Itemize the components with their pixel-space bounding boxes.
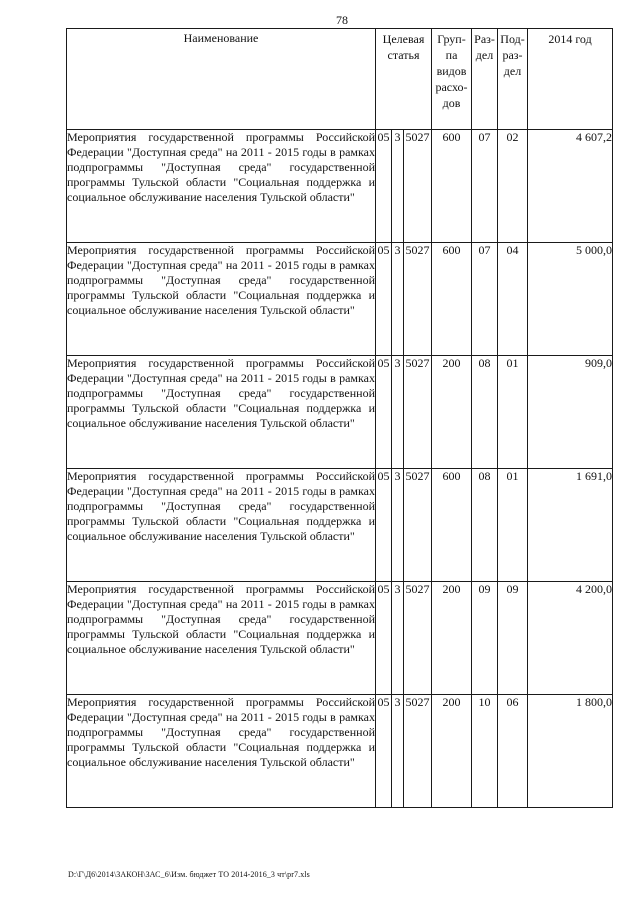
header-target: Целевая статья	[376, 29, 432, 130]
section: 09	[472, 582, 498, 695]
table-row	[67, 356, 613, 469]
expense-group: 600	[432, 243, 472, 356]
header-row	[67, 29, 613, 130]
subsection: 01	[498, 469, 528, 582]
target-part-3: 5027	[404, 243, 432, 356]
target-part-3: 5027	[404, 130, 432, 243]
target-part-2: 3	[392, 130, 404, 243]
target-part-1: 05	[376, 243, 392, 356]
row-name: Мероприятия государственной программы Российской Федерации "Доступная среда" на 2011 - 2015 годы в рамках подпрограммы "Доступная среда" государственной программы Тульской области "Социальная поддержка и социальное обслуживание населения Тульской области"	[67, 130, 376, 243]
section: 07	[472, 130, 498, 243]
section: 08	[472, 469, 498, 582]
amount-2014: 4 200,0	[528, 582, 613, 695]
target-part-1: 05	[376, 356, 392, 469]
row-name: Мероприятия государственной программы Российской Федерации "Доступная среда" на 2011 - 2015 годы в рамках подпрограммы "Доступная среда" государственной программы Тульской области "Социальная поддержка и социальное обслуживание населения Тульской области"	[67, 356, 376, 469]
amount-2014: 1 800,0	[528, 695, 613, 808]
target-part-3: 5027	[404, 469, 432, 582]
subsection: 04	[498, 243, 528, 356]
header-group: Груп-па видов расхо-дов	[432, 29, 472, 130]
table-body	[67, 130, 613, 808]
target-part-2: 3	[392, 582, 404, 695]
subsection: 02	[498, 130, 528, 243]
amount-2014: 1 691,0	[528, 469, 613, 582]
table-row	[67, 243, 613, 356]
section: 08	[472, 356, 498, 469]
subsection: 09	[498, 582, 528, 695]
amount-2014: 4 607,2	[528, 130, 613, 243]
target-part-1: 05	[376, 582, 392, 695]
expense-group: 200	[432, 356, 472, 469]
header-section: Раз-дел	[472, 29, 498, 130]
target-part-2: 3	[392, 695, 404, 808]
header-subsection: Под-раз-дел	[498, 29, 528, 130]
file-path-footer: D:\Г\Д6\2014\ЗАКОН\ЗАС_6\Изм. бюджет ТО 2014-2016_3 чт\pr7.xls	[68, 870, 310, 879]
target-part-1: 05	[376, 469, 392, 582]
section: 07	[472, 243, 498, 356]
budget-table	[66, 28, 613, 808]
header-name: Наименование	[67, 29, 376, 130]
table-row	[67, 695, 613, 808]
header-year: 2014 год	[528, 29, 613, 130]
row-name: Мероприятия государственной программы Российской Федерации "Доступная среда" на 2011 - 2015 годы в рамках подпрограммы "Доступная среда" государственной программы Тульской области "Социальная поддержка и социальное обслуживание населения Тульской области"	[67, 582, 376, 695]
expense-group: 200	[432, 695, 472, 808]
target-part-1: 05	[376, 130, 392, 243]
amount-2014: 909,0	[528, 356, 613, 469]
target-part-1: 05	[376, 695, 392, 808]
row-name: Мероприятия государственной программы Российской Федерации "Доступная среда" на 2011 - 2015 годы в рамках подпрограммы "Доступная среда" государственной программы Тульской области "Социальная поддержка и социальное обслуживание населения Тульской области"	[67, 695, 376, 808]
subsection: 06	[498, 695, 528, 808]
expense-group: 600	[432, 130, 472, 243]
table-row	[67, 582, 613, 695]
row-name: Мероприятия государственной программы Российской Федерации "Доступная среда" на 2011 - 2015 годы в рамках подпрограммы "Доступная среда" государственной программы Тульской области "Социальная поддержка и социальное обслуживание населения Тульской области"	[67, 243, 376, 356]
expense-group: 600	[432, 469, 472, 582]
page-number: 78	[336, 13, 348, 27]
expense-group: 200	[432, 582, 472, 695]
table-row	[67, 469, 613, 582]
target-part-3: 5027	[404, 695, 432, 808]
section: 10	[472, 695, 498, 808]
target-part-3: 5027	[404, 356, 432, 469]
target-part-2: 3	[392, 356, 404, 469]
target-part-2: 3	[392, 469, 404, 582]
row-name: Мероприятия государственной программы Российской Федерации "Доступная среда" на 2011 - 2015 годы в рамках подпрограммы "Доступная среда" государственной программы Тульской области "Социальная поддержка и социальное обслуживание населения Тульской области"	[67, 469, 376, 582]
target-part-2: 3	[392, 243, 404, 356]
target-part-3: 5027	[404, 582, 432, 695]
amount-2014: 5 000,0	[528, 243, 613, 356]
table-row	[67, 130, 613, 243]
subsection: 01	[498, 356, 528, 469]
